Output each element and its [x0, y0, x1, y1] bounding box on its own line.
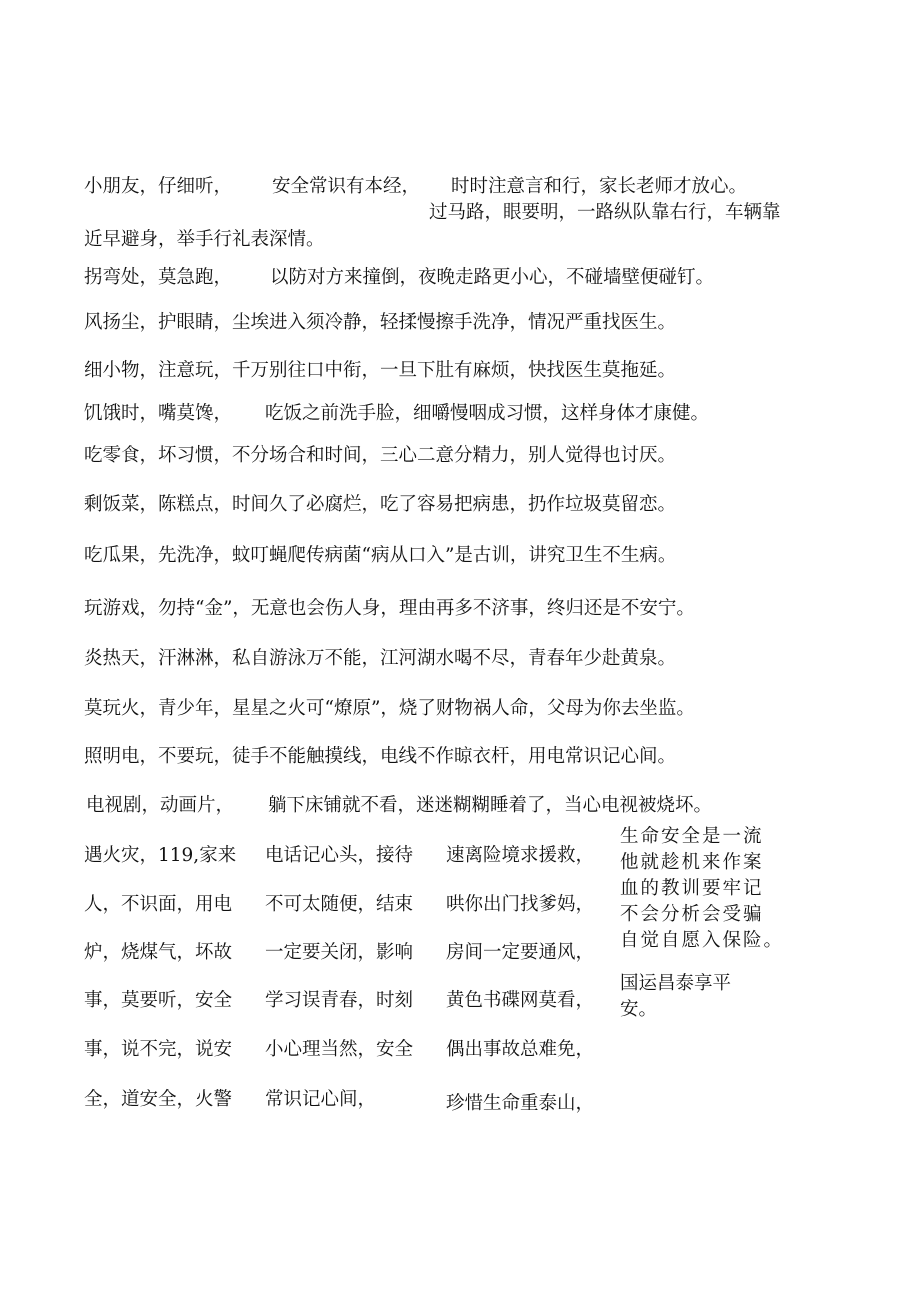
- col4-line-1: 生命安全是一流: [620, 826, 764, 847]
- line-7a: 饥饿时，嘴莫馋，: [84, 403, 233, 424]
- col2-line-5: 小心理当然，安全: [265, 1039, 414, 1060]
- line-15b: 躺下床铺就不看，迷迷糊糊睡着了，当心电视被烧坏。: [268, 795, 713, 816]
- line-11: 玩游戏，勿持“金”，无意也会伤人身，理由再多不济事，终归还是不安宁。: [84, 598, 695, 619]
- line-9: 剩饭菜，陈糕点，时间久了必腐烂，吃了容易把病患，扔作垃圾莫留恋。: [84, 494, 677, 515]
- col2-line-4: 学习误青春，时刻: [265, 990, 414, 1011]
- col4-line-3: 血的教训要牢记: [620, 878, 764, 899]
- line-5: 风扬尘，护眼睛，尘埃进入须冷静，轻揉慢擦手洗净，情况严重找医生。: [84, 312, 677, 333]
- line-13: 莫玩火，青少年，星星之火可“燎原”，烧了财物祸人命，父母为你去坐监。: [84, 698, 695, 719]
- col2-line-3: 一定要关闭，影响: [265, 942, 414, 963]
- line-2: 过马路，眼要明，一路纵队靠右行，车辆靠: [429, 202, 781, 223]
- col4b-line-1: 国运昌泰享平: [620, 973, 732, 994]
- line-10: 吃瓜果，先洗净，蚊叮蝇爬传病菌“病从口入”是古训，讲究卫生不生病。: [84, 545, 677, 566]
- col3-line-6: 珍惜生命重泰山，: [446, 1093, 595, 1114]
- col3-line-5: 偶出事故总难免，: [446, 1039, 595, 1060]
- col1-line-2: 人，不识面，用电: [84, 894, 233, 915]
- line-1a: 小朋友，仔细听，: [84, 176, 233, 197]
- line-3: 近早避身，举手行礼表深情。: [84, 229, 325, 250]
- col4-line-2: 他就趁机来作案: [620, 852, 764, 873]
- col3-line-2: 哄你出门找爹妈，: [446, 894, 595, 915]
- line-8: 吃零食，坏习惯，不分场合和时间，三心二意分精力，别人觉得也讨厌。: [84, 445, 677, 466]
- col2-line-6: 常识记心间，: [265, 1089, 377, 1110]
- line-12: 炎热天，汗淋淋，私自游泳万不能，江河湖水喝不尽，青春年少赴黄泉。: [84, 648, 677, 669]
- line-4a: 拐弯处，莫急跑，: [84, 267, 233, 288]
- col1-line-4: 事，莫要听，安全: [84, 990, 233, 1011]
- col3-line-3: 房间一定要通风，: [446, 942, 595, 963]
- col1-line-3: 炉，烧煤气，坏故: [84, 942, 233, 963]
- line-1c: 时时注意言和行，家长老师才放心。: [451, 176, 748, 197]
- col1-line-5: 事，说不完，说安: [84, 1039, 233, 1060]
- col2-line-2: 不可太随便，结束: [265, 894, 414, 915]
- col4-line-4: 不会分析会受骗: [620, 904, 764, 925]
- line-7b: 吃饭之前洗手脸，细嚼慢咽成习惯，这样身体才康健。: [265, 403, 710, 424]
- col1-line-1: 遇火灾，119,家来: [84, 845, 237, 866]
- col1-line-6: 全，道安全，火警: [84, 1089, 233, 1110]
- col2-line-1: 电话记心头，接待: [265, 845, 414, 866]
- col4b-line-2: 安。: [620, 999, 658, 1020]
- line-6: 细小物，注意玩，千万别往口中衔，一旦下肚有麻烦，快找医生莫拖延。: [84, 360, 677, 381]
- line-15a: 电视剧，动画片，: [86, 795, 235, 816]
- line-1b: 安全常识有本经，: [272, 176, 421, 197]
- line-14: 照明电，不要玩，徒手不能触摸线，电线不作晾衣杆，用电常识记心间。: [84, 746, 677, 767]
- col4-line-5: 自觉自愿入保险。: [620, 930, 785, 951]
- line-4b: 以防对方来撞倒，夜晚走路更小心，不碰墙壁便碰钉。: [270, 267, 715, 288]
- col3-line-1: 速离险境求援救，: [446, 845, 595, 866]
- col3-line-4: 黄色书碟网莫看，: [446, 990, 595, 1011]
